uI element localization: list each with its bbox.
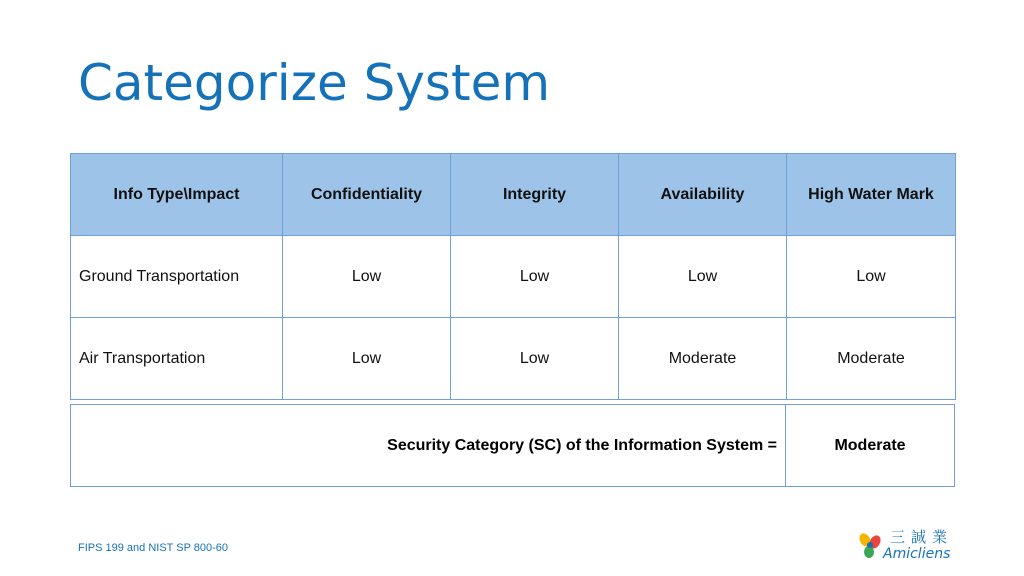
table-row: [71, 318, 956, 400]
row-availability: Low: [619, 236, 787, 318]
row-confidentiality: Low: [283, 236, 451, 318]
header-info-type: Info Type\Impact: [71, 154, 283, 236]
company-logo: [855, 526, 960, 566]
slide-title: Categorize System: [78, 54, 551, 112]
header-high-water-mark: High Water Mark: [787, 154, 956, 236]
logo-english-text: Amicliens: [883, 546, 951, 562]
security-category-summary: [70, 404, 955, 487]
footer-source: FIPS 199 and NIST SP 800-60: [78, 542, 229, 554]
row-high-water-mark: Low: [787, 236, 956, 318]
security-category-label: Security Category (SC) of the Information System =: [71, 405, 786, 487]
table-row: [71, 236, 956, 318]
row-high-water-mark: Moderate: [787, 318, 956, 400]
logo-chinese-text: 三誠業: [890, 528, 954, 546]
row-integrity: Low: [451, 318, 619, 400]
header-availability: Availability: [619, 154, 787, 236]
row-integrity: Low: [451, 236, 619, 318]
security-category-value: Moderate: [786, 405, 955, 487]
header-confidentiality: Confidentiality: [283, 154, 451, 236]
row-availability: Moderate: [619, 318, 787, 400]
row-info-type: Air Transportation: [71, 318, 283, 400]
impact-table: [70, 153, 956, 400]
row-confidentiality: Low: [283, 318, 451, 400]
table-header-row: [71, 154, 956, 236]
header-integrity: Integrity: [451, 154, 619, 236]
row-info-type: Ground Transportation: [71, 236, 283, 318]
